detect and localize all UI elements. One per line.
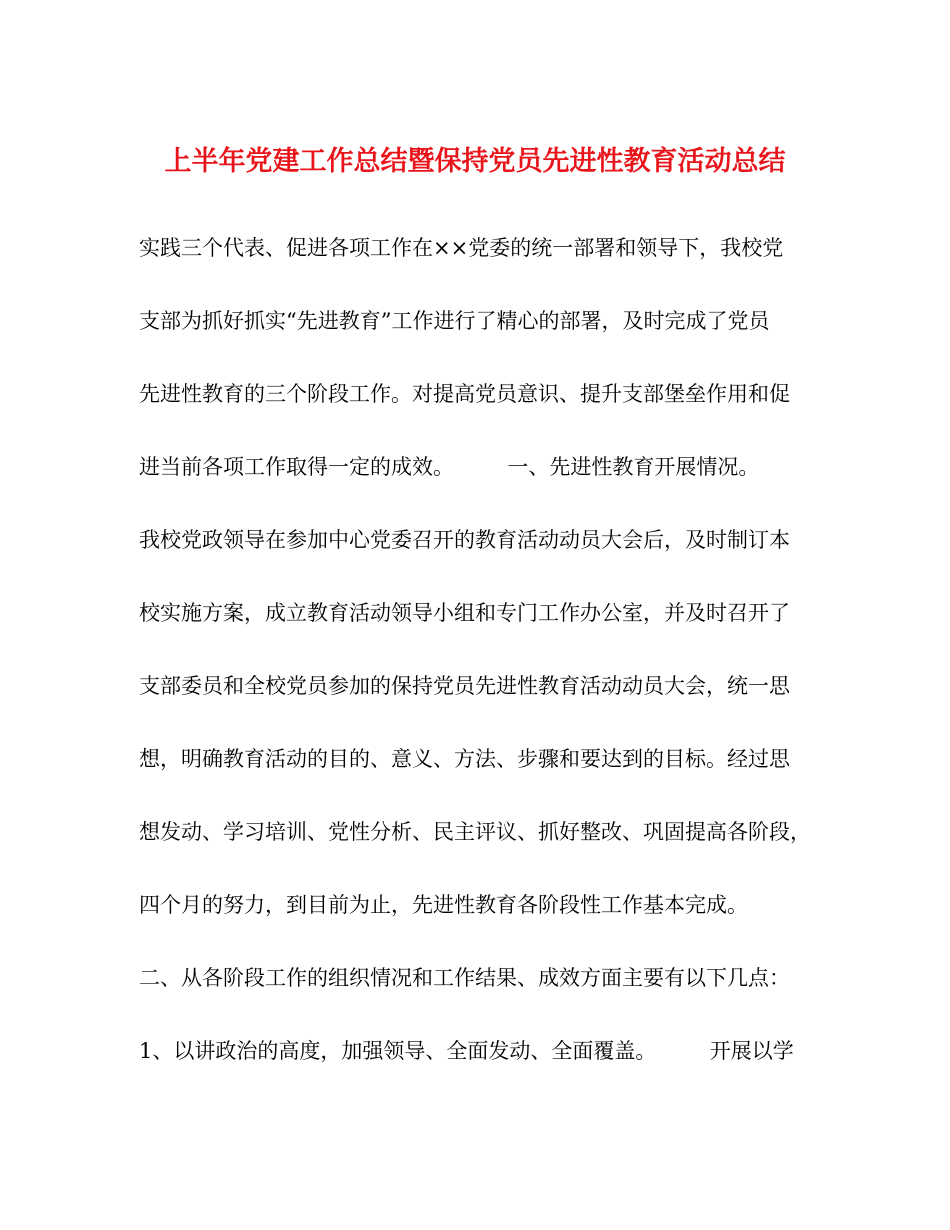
body-line: 支部为抓好抓实“先进教育”工作进行了精心的部署，及时完成了党员 xyxy=(139,309,770,333)
body-line: 实践三个代表、促进各项工作在××党委的统一部署和领导下，我校党 xyxy=(139,236,784,260)
body-line: 想，明确教育活动的目的、意义、方法、步骤和要达到的目标。经过思 xyxy=(139,747,790,771)
body-line: 想发动、学习培训、党性分析、民主评议、抓好整改、巩固提高各阶段， xyxy=(139,820,811,844)
body-line: 进当前各项工作取得一定的成效。 一、先进性教育开展情况。 xyxy=(139,455,760,479)
document-title: 上半年党建工作总结暨保持党员先进性教育活动总结 xyxy=(164,146,786,177)
body-line: 1、以讲政治的高度，加强领导、全面发动、全面覆盖。 开展以学 xyxy=(139,1039,794,1063)
document-body xyxy=(139,226,839,1102)
body-line: 二、从各阶段工作的组织情况和工作结果、成效方面主要有以下几点： xyxy=(139,966,790,990)
body-line: 先进性教育的三个阶段工作。对提高党员意识、提升支部堡垒作用和促 xyxy=(139,382,790,406)
body-line: 我校党政领导在参加中心党委召开的教育活动动员大会后，及时制订本 xyxy=(139,528,790,552)
body-line: 支部委员和全校党员参加的保持党员先进性教育活动动员大会，统一思 xyxy=(139,674,790,698)
body-line: 校实施方案，成立教育活动领导小组和专门工作办公室，并及时召开了 xyxy=(139,601,790,625)
body-line: 四个月的努力，到目前为止，先进性教育各阶段性工作基本完成。 xyxy=(139,893,748,917)
